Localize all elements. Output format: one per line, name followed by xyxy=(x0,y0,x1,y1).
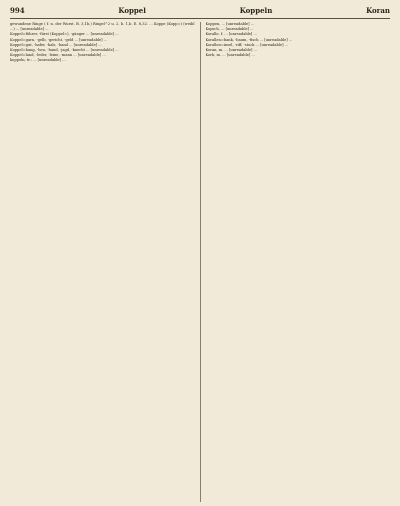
entry-paragraph: Korallen=insel, -riff, -stock ... [unreadable] ... xyxy=(205,42,289,47)
entry-paragraph: Korallen=bank, -baum, -fisch ... [unreadable] ... xyxy=(205,37,293,42)
entry-paragraph: gewundene Ringe ( f. n. der Wurst. B. 3,1b,) Ringel^2 u. 2. b. 1,b. E. 8,32. ... Koppe (Kopp=) (weibl ...) ... [unreadable] ... xyxy=(10,22,195,32)
entry-paragraph: Koppel=land, -leder, -leine, -mann ... [unreadable] ... xyxy=(10,53,106,58)
header-rule xyxy=(10,18,390,19)
entry-paragraph: Koppel=hang, -heu, -hund, -jagd, -knecht ... [unreadable] ... xyxy=(10,48,119,53)
entry-paragraph: Koppel=führer, -fürst (Koppel=), -gänger ... [unreadable] ... xyxy=(10,32,119,37)
entry-paragraph: koppeln, tr.: ... [unreadable] ... xyxy=(10,58,66,63)
page-number: 994 xyxy=(10,6,25,15)
entry-paragraph: Korb, m. ... [unreadable] ... xyxy=(205,53,255,58)
entry-paragraph: Koralle, f. ... [unreadable] ... xyxy=(205,32,257,37)
entry-paragraph: Koran, m. ... [unreadable] ... xyxy=(205,48,257,53)
entry-paragraph: Koppel=garn, -gelb, -gericht, -geld ... [unreadable] ... xyxy=(10,37,108,42)
right-column xyxy=(206,22,391,502)
entry-paragraph: Koppel=gut, -hafer, -hals, -hand ... [unreadable] ... xyxy=(10,42,102,47)
page-header xyxy=(10,6,390,16)
text-columns xyxy=(10,22,390,502)
entry-paragraph: Kopsch, ... [unreadable] ... xyxy=(205,27,254,32)
left-column xyxy=(10,22,195,502)
center-keyword: Koppeln xyxy=(239,6,273,15)
entry-paragraph: Koppen, ... [unreadable] ... xyxy=(205,22,255,26)
column-divider xyxy=(200,22,201,502)
right-keyword: Koran xyxy=(366,6,390,15)
left-keyword: Koppel xyxy=(118,6,146,15)
